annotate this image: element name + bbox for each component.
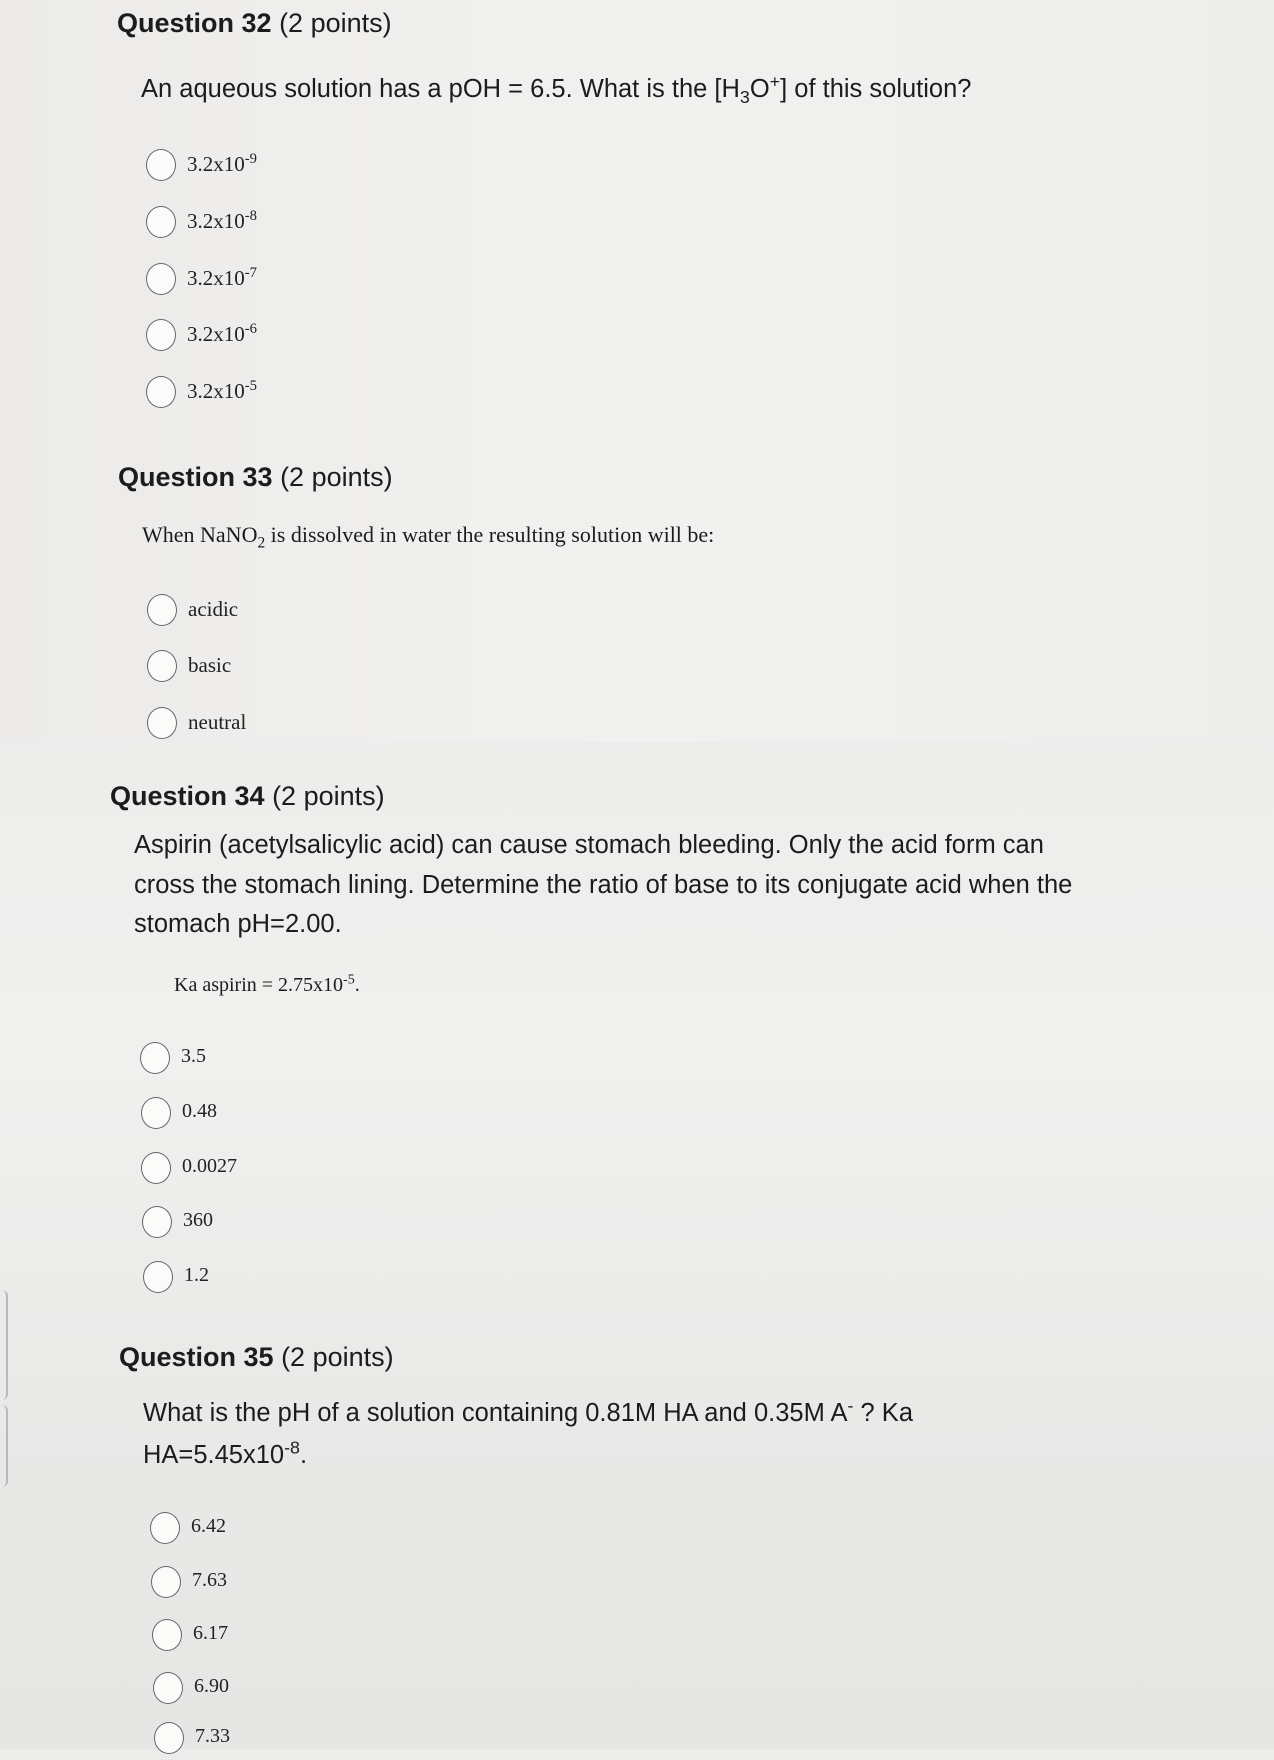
radio-button[interactable] xyxy=(140,1042,170,1074)
option-label: $3.2x10^{-8}$ xyxy=(187,208,257,233)
radio-button[interactable] xyxy=(142,1206,172,1238)
option-label: 6.90 xyxy=(194,1675,229,1697)
option-label: 0.48 xyxy=(182,1100,217,1122)
option-label: basic xyxy=(188,653,232,677)
question-prompt-line: stomach pH=2.00. xyxy=(134,910,342,938)
left-edge-bracket xyxy=(0,1405,8,1487)
radio-button[interactable] xyxy=(151,1566,181,1598)
radio-button[interactable] xyxy=(146,263,176,295)
question-number: Question 33 xyxy=(118,462,273,492)
question-prompt-line: Aspirin (acetylsalicylic acid) can cause stomach bleeding. Only the acid form can xyxy=(134,831,1044,859)
left-edge-bracket xyxy=(0,1290,8,1400)
question-number: Question 35 xyxy=(119,1342,274,1372)
radio-button[interactable] xyxy=(146,149,176,181)
option-label: $3.2x10^{-7}$ xyxy=(187,265,257,290)
question-points: (2 points) xyxy=(272,781,385,811)
radio-button[interactable] xyxy=(150,1512,180,1544)
question-number: Question 32 xyxy=(117,8,272,38)
option-label: 6.17 xyxy=(193,1622,228,1644)
option-label: 360 xyxy=(183,1209,213,1231)
option-label: $3.2x10^{-5}$ xyxy=(187,378,257,403)
option-label: acidic xyxy=(188,597,239,621)
option-label: 7.33 xyxy=(195,1725,230,1747)
given-constant: Ka aspirin = $2.75x10^{-5}$. xyxy=(174,972,360,996)
radio-button[interactable] xyxy=(146,376,176,408)
question-number: Question 34 xyxy=(110,781,265,811)
option-label: 0.0027 xyxy=(182,1155,237,1177)
radio-button[interactable] xyxy=(154,1722,184,1754)
radio-button[interactable] xyxy=(152,1619,182,1651)
radio-button[interactable] xyxy=(141,1097,171,1129)
radio-button[interactable] xyxy=(146,206,176,238)
question-points: (2 points) xyxy=(281,1342,394,1372)
radio-button[interactable] xyxy=(147,594,177,626)
option-label: neutral xyxy=(188,710,247,734)
radio-button[interactable] xyxy=(143,1261,173,1293)
question-prompt-line: $HA=5.45x10^{-8}$. xyxy=(143,1437,308,1469)
question-prompt: An aqueous solution has a pOH = 6.5. What is the $[H_3O^+]$ of this solution? xyxy=(141,71,972,108)
question-heading xyxy=(110,781,385,812)
option-label: 3.5 xyxy=(181,1045,206,1067)
option-label: $3.2x10^{-6}$ xyxy=(187,321,257,346)
question-prompt: When NaNO$_2$ is dissolved in water the resulting solution will be: xyxy=(142,522,715,552)
option-label: $3.2x10^{-9}$ xyxy=(187,151,257,176)
question-points: (2 points) xyxy=(280,462,393,492)
radio-button[interactable] xyxy=(141,1152,171,1184)
question-points: (2 points) xyxy=(279,8,392,38)
question-heading xyxy=(118,462,393,493)
radio-button[interactable] xyxy=(147,650,177,682)
question-prompt-line: cross the stomach lining. Determine the ratio of base to its conjugate acid when the xyxy=(134,871,1073,899)
question-prompt-line: What is the pH of a solution containing 0.81M HA and 0.35M A- ? Ka xyxy=(143,1395,913,1427)
question-heading xyxy=(117,8,392,39)
option-label: 1.2 xyxy=(184,1264,209,1286)
radio-button[interactable] xyxy=(147,707,177,739)
radio-button[interactable] xyxy=(146,319,176,351)
question-heading xyxy=(119,1342,394,1373)
radio-button[interactable] xyxy=(153,1672,183,1704)
upper-page-panel xyxy=(0,0,1274,742)
option-label: 6.42 xyxy=(191,1515,226,1537)
option-label: 7.63 xyxy=(192,1569,227,1591)
